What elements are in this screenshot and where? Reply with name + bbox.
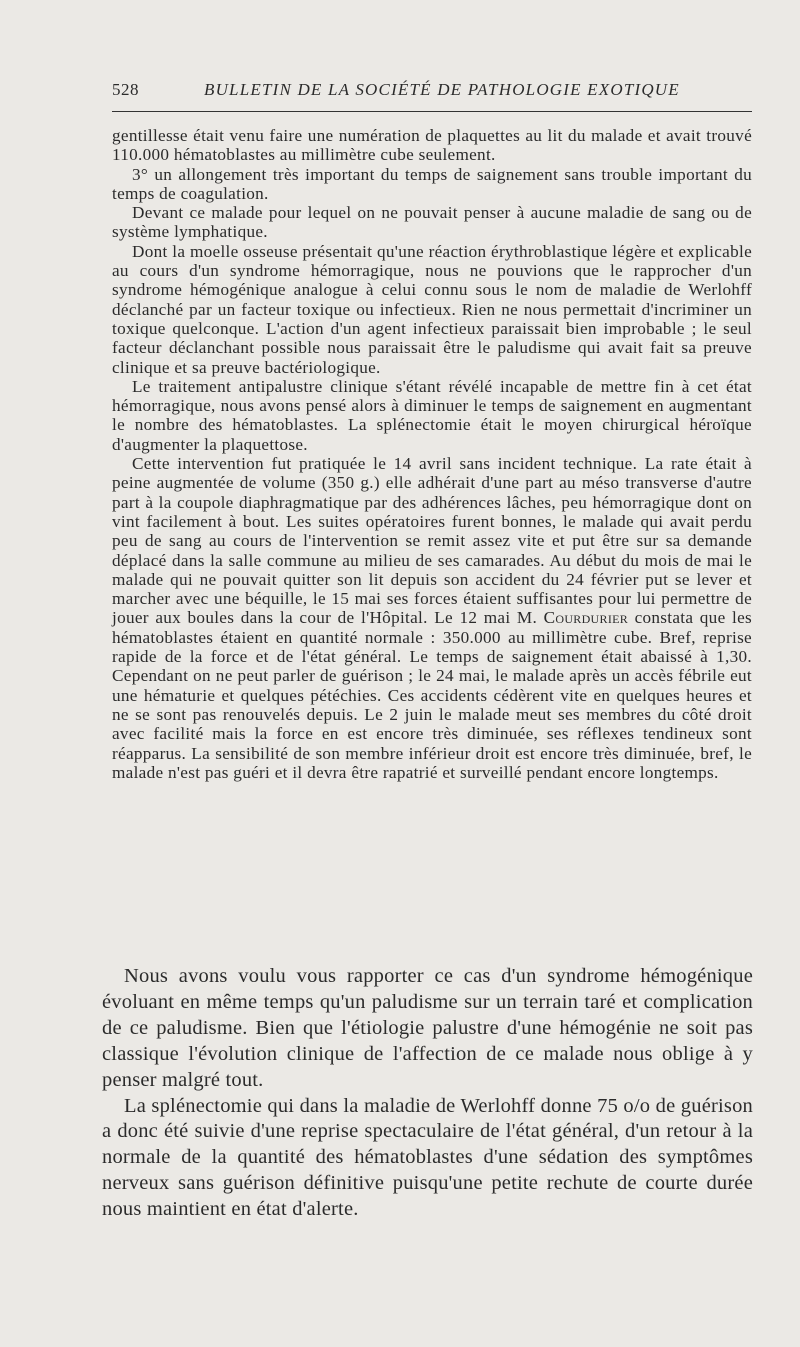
splenectomy-text-start: Cette intervention fut pratiquée le 14 avril sans incident technique. La rate était à peine augmentée de volume (350 g.) elle adhérait d'une part au méso transverse d'autre part à la coupole diaphragmatique par des adhérences lâches, peu hémorragique dont on vint facilement à bout. Les suites opératoires furent bonnes, le malade qui avait perdu peu de sang au cours de l'intervention se remit assez vite et put être sur sa demande déplacé dans la salle commune au milieu de ses camarades. Au début du mois de mai le malade qui ne pouvait quitter son lit depuis son accident du 24 février put se lever et marcher avec une béquille, le 15 mai ses forces étaient suffisantes pour lui permettre de jouer aux boules dans la cour de l'Hôpital. Le 12 mai M. (112, 454, 752, 628)
paragraph-diagnosis: Devant ce malade pour lequel on ne pouvait penser à aucune maladie de sang ou de système lymphatique. (112, 203, 752, 242)
paragraph-bleeding-time: 3° un allongement très important du temps de saignement sans trouble important du temps de coagulation. (112, 164, 752, 203)
author-name: Courdurier (543, 608, 629, 628)
paragraph-conclusion-2: La splénectomie qui dans la maladie de Werlohff donne 75 o/o de guérison a donc été suivie d'une reprise spectaculaire de l'état général, d'un retour à la normale de la quantité des hématoblastes d'une sédation des symptômes nerveux sans guérison définitive puisqu'une petite rechute de courte durée nous maintient en état d'alerte. (102, 1094, 753, 1221)
paragraph-treatment: Le traitement antipalustre clinique s'étant révélé incapable de mettre fin à cet état hémorragique, nous avons pensé alors à diminuer le temps de saignement en augmentant le nombre des hématoblastes. La splénectomie était le moyen chirurgical héroïque d'augmenter la plaquettose. (112, 376, 752, 454)
conclusion-section (102, 964, 753, 1223)
header-rule (112, 111, 752, 112)
page-number: 528 (112, 80, 139, 99)
paragraph-bone-marrow: Dont la moelle osseuse présentait qu'une réaction érythroblastique légère et explicable au cours d'un syndrome hémorragique, nous ne pouvions que le rapprocher d'un syndrome hémogénique analogue à celui connu sous le nom de maladie de Werlohff déclanché par un facteur toxique ou infectieux. Rien ne nous permettait d'incriminer un toxique quelconque. L'action d'un agent infectieux paraissait bien improbable ; le seul facteur déclanchant possible nous paraissait être le paludisme qui avait fait sa preuve clinique et sa preuve bactériologique. (112, 241, 752, 377)
running-title: BULLETIN DE LA SOCIÉTÉ DE PATHOLOGIE EXOTIQUE (204, 80, 680, 99)
splenectomy-text-end: constata que les hématoblastes étaient en quantité normale : 350.000 au millimètre cube. Bref, reprise rapide de la force et de l'état général. Le temps de saignement était abaissé à 1,30. Cependant on ne peut parler de guérison ; le 24 mai, le malade après un accès fébrile eut une hématurie et quelques pétéchies. Ces accidents cédèrent vite en quelques heures et ne se sont pas renouvelés depuis. Le 2 juin le malade meut ses membres du côté droit avec facilité mais la force en est encore très diminuée, ses réflexes tendineux sont réapparus. La sensibilité de son membre inférieur droit est encore très diminuée, bref, le malade n'est pas guéri et il devra être rapatrié et surveillé pendant encore longtemps. (112, 608, 752, 782)
paragraph-splenectomy (112, 454, 752, 782)
case-report-section (112, 126, 752, 782)
paragraph-platelet-count: gentillesse était venu faire une numération de plaquettes au lit du malade et avait trouvé 110.000 hématoblastes au millimètre cube seulement. (112, 126, 752, 165)
page-header (112, 80, 752, 106)
paragraph-conclusion-1: Nous avons voulu vous rapporter ce cas d'un syndrome hémogénique évoluant en même temps qu'un paludisme sur un terrain taré et complication de ce paludisme. Bien que l'étiologie palustre d'une hémogénie ne soit pas classique l'évolution clinique de l'affection de ce malade nous oblige à y penser malgré tout. (102, 965, 753, 1091)
